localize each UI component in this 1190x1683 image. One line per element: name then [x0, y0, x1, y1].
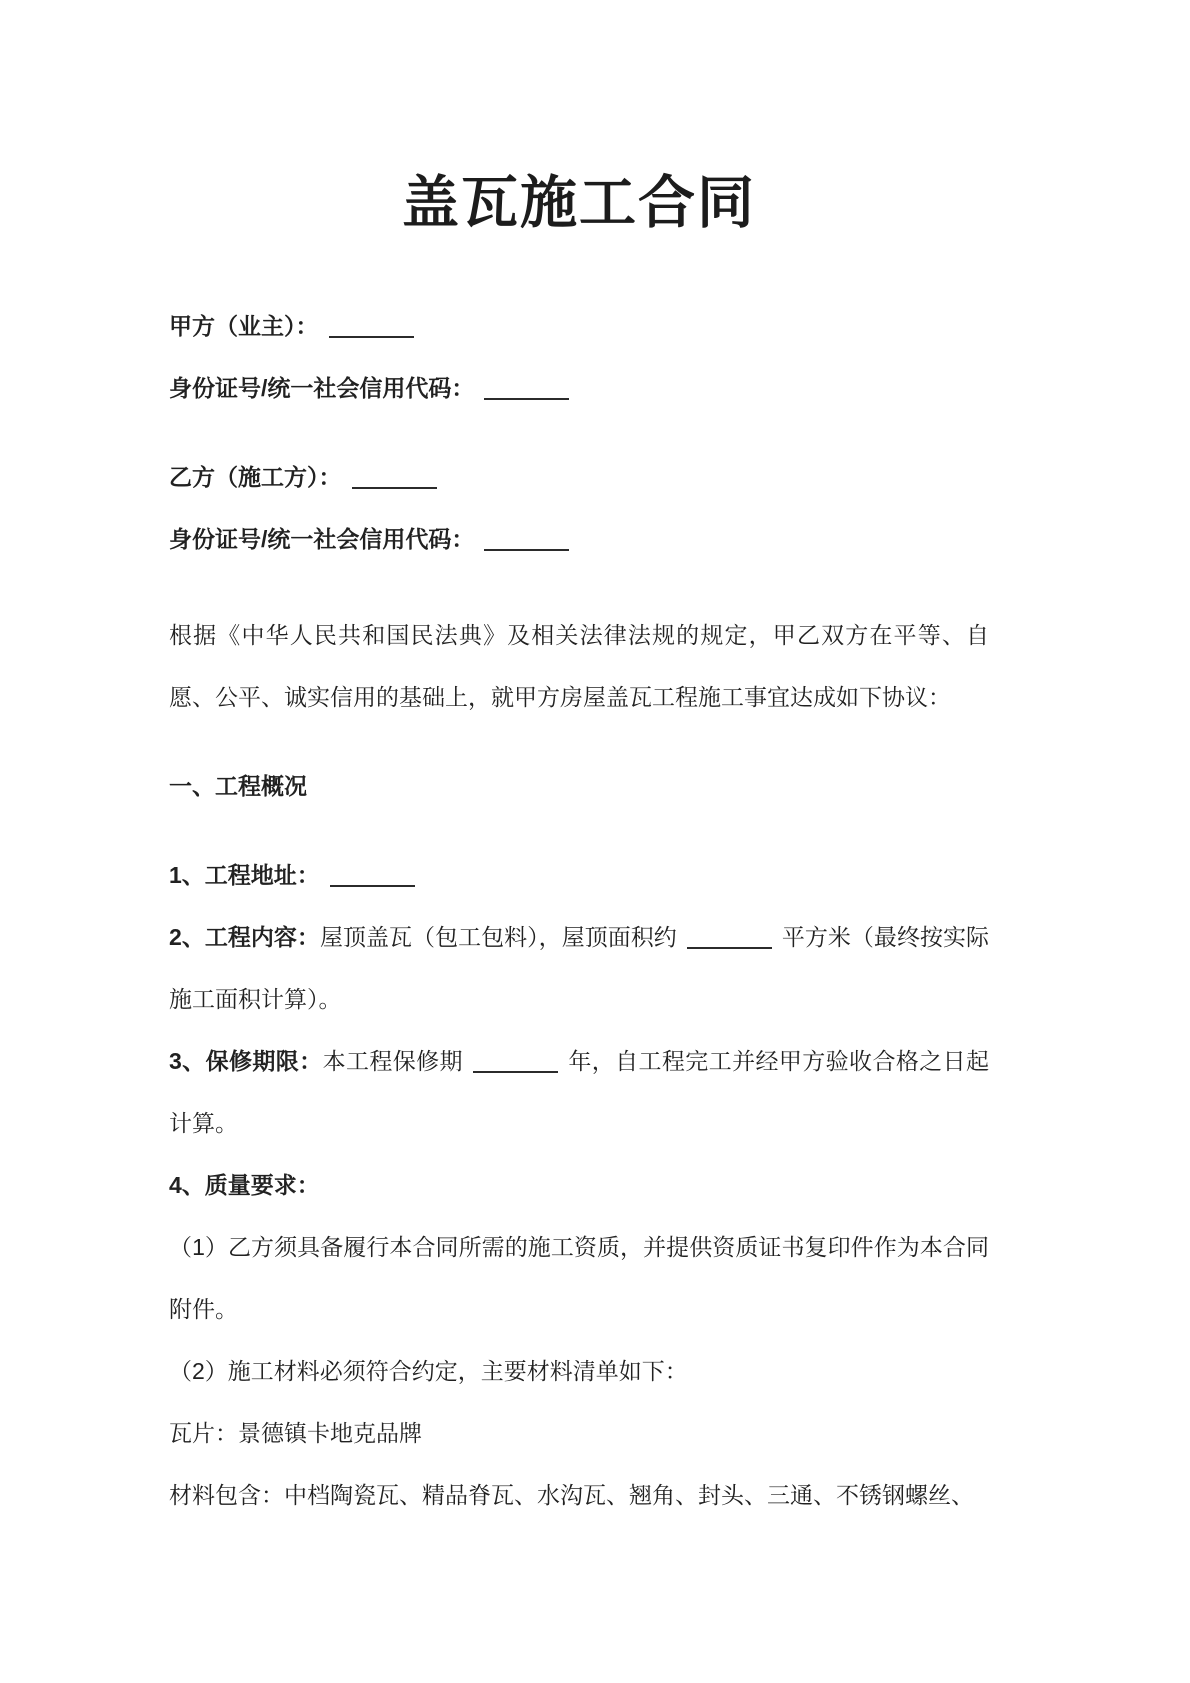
document-body: [169, 295, 989, 1526]
label-text-run: 2、工程内容：: [169, 924, 320, 950]
label-text-run: 乙方（施工方）：: [169, 464, 342, 490]
party-a-line: [169, 295, 989, 357]
party-a-id-line: [169, 357, 989, 419]
fill-in-blank: [330, 867, 415, 887]
label-text-run: 身份证号/统一社会信用代码：: [169, 375, 475, 401]
text-run: 年，自工程完工并经甲方验收合格之日起计算。: [169, 1048, 990, 1136]
document-title: 盖瓦施工合同: [402, 171, 756, 235]
fill-in-blank: [329, 318, 414, 338]
text-run: 材料包含：中档陶瓷瓦、精品脊瓦、水沟瓦、翘角、封头、三通、不锈钢螺丝、: [169, 1482, 974, 1508]
text-run: 本工程保修期: [322, 1048, 463, 1074]
text-run: 根据《中华人民共和国民法典》及相关法律法规的规定，甲乙双方在平等、自愿、公平、诚实信用的基础上，就甲方房屋盖瓦工程施工事宜达成如下协议：: [169, 622, 989, 710]
label-text-run: 甲方（业主）：: [169, 313, 319, 339]
text-run: （1）乙方须具备履行本合同所需的施工资质，并提供资质证书复印件作为本合同附件。: [169, 1234, 989, 1322]
label-text-run: 一、工程概况: [169, 773, 307, 799]
party-b-id-line: [169, 508, 989, 570]
preamble: [169, 604, 989, 728]
fill-in-blank: [473, 1053, 558, 1073]
material-tile-brand: [169, 1402, 989, 1464]
party-b-line: [169, 446, 989, 508]
text-run: 瓦片：景德镇卡地克品牌: [169, 1420, 422, 1446]
fill-in-blank: [687, 929, 772, 949]
fill-in-blank: [352, 469, 437, 489]
material-includes: [169, 1464, 989, 1526]
fill-in-blank: [484, 531, 569, 551]
text-run: （2）施工材料必须符合约定，主要材料清单如下：: [169, 1358, 688, 1384]
text-run: 屋顶盖瓦（包工包料），屋顶面积约: [319, 924, 677, 950]
text-run: 平方米（最终按实际施工面积计算）。: [169, 924, 990, 1012]
label-text-run: 1、工程地址：: [169, 862, 320, 888]
clause-1-address: [169, 844, 989, 906]
section-heading-1: [169, 755, 989, 817]
fill-in-blank: [484, 380, 569, 400]
clause-4-item-2: [169, 1340, 989, 1402]
clause-2-scope: [169, 906, 989, 1030]
label-text-run: 身份证号/统一社会信用代码：: [169, 526, 475, 552]
label-text-run: 4、质量要求：: [169, 1172, 320, 1198]
clause-3-warranty: [169, 1030, 989, 1154]
clause-4-quality: [169, 1154, 989, 1216]
label-text-run: 3、保修期限：: [169, 1048, 323, 1074]
clause-4-item-1: [169, 1216, 989, 1340]
